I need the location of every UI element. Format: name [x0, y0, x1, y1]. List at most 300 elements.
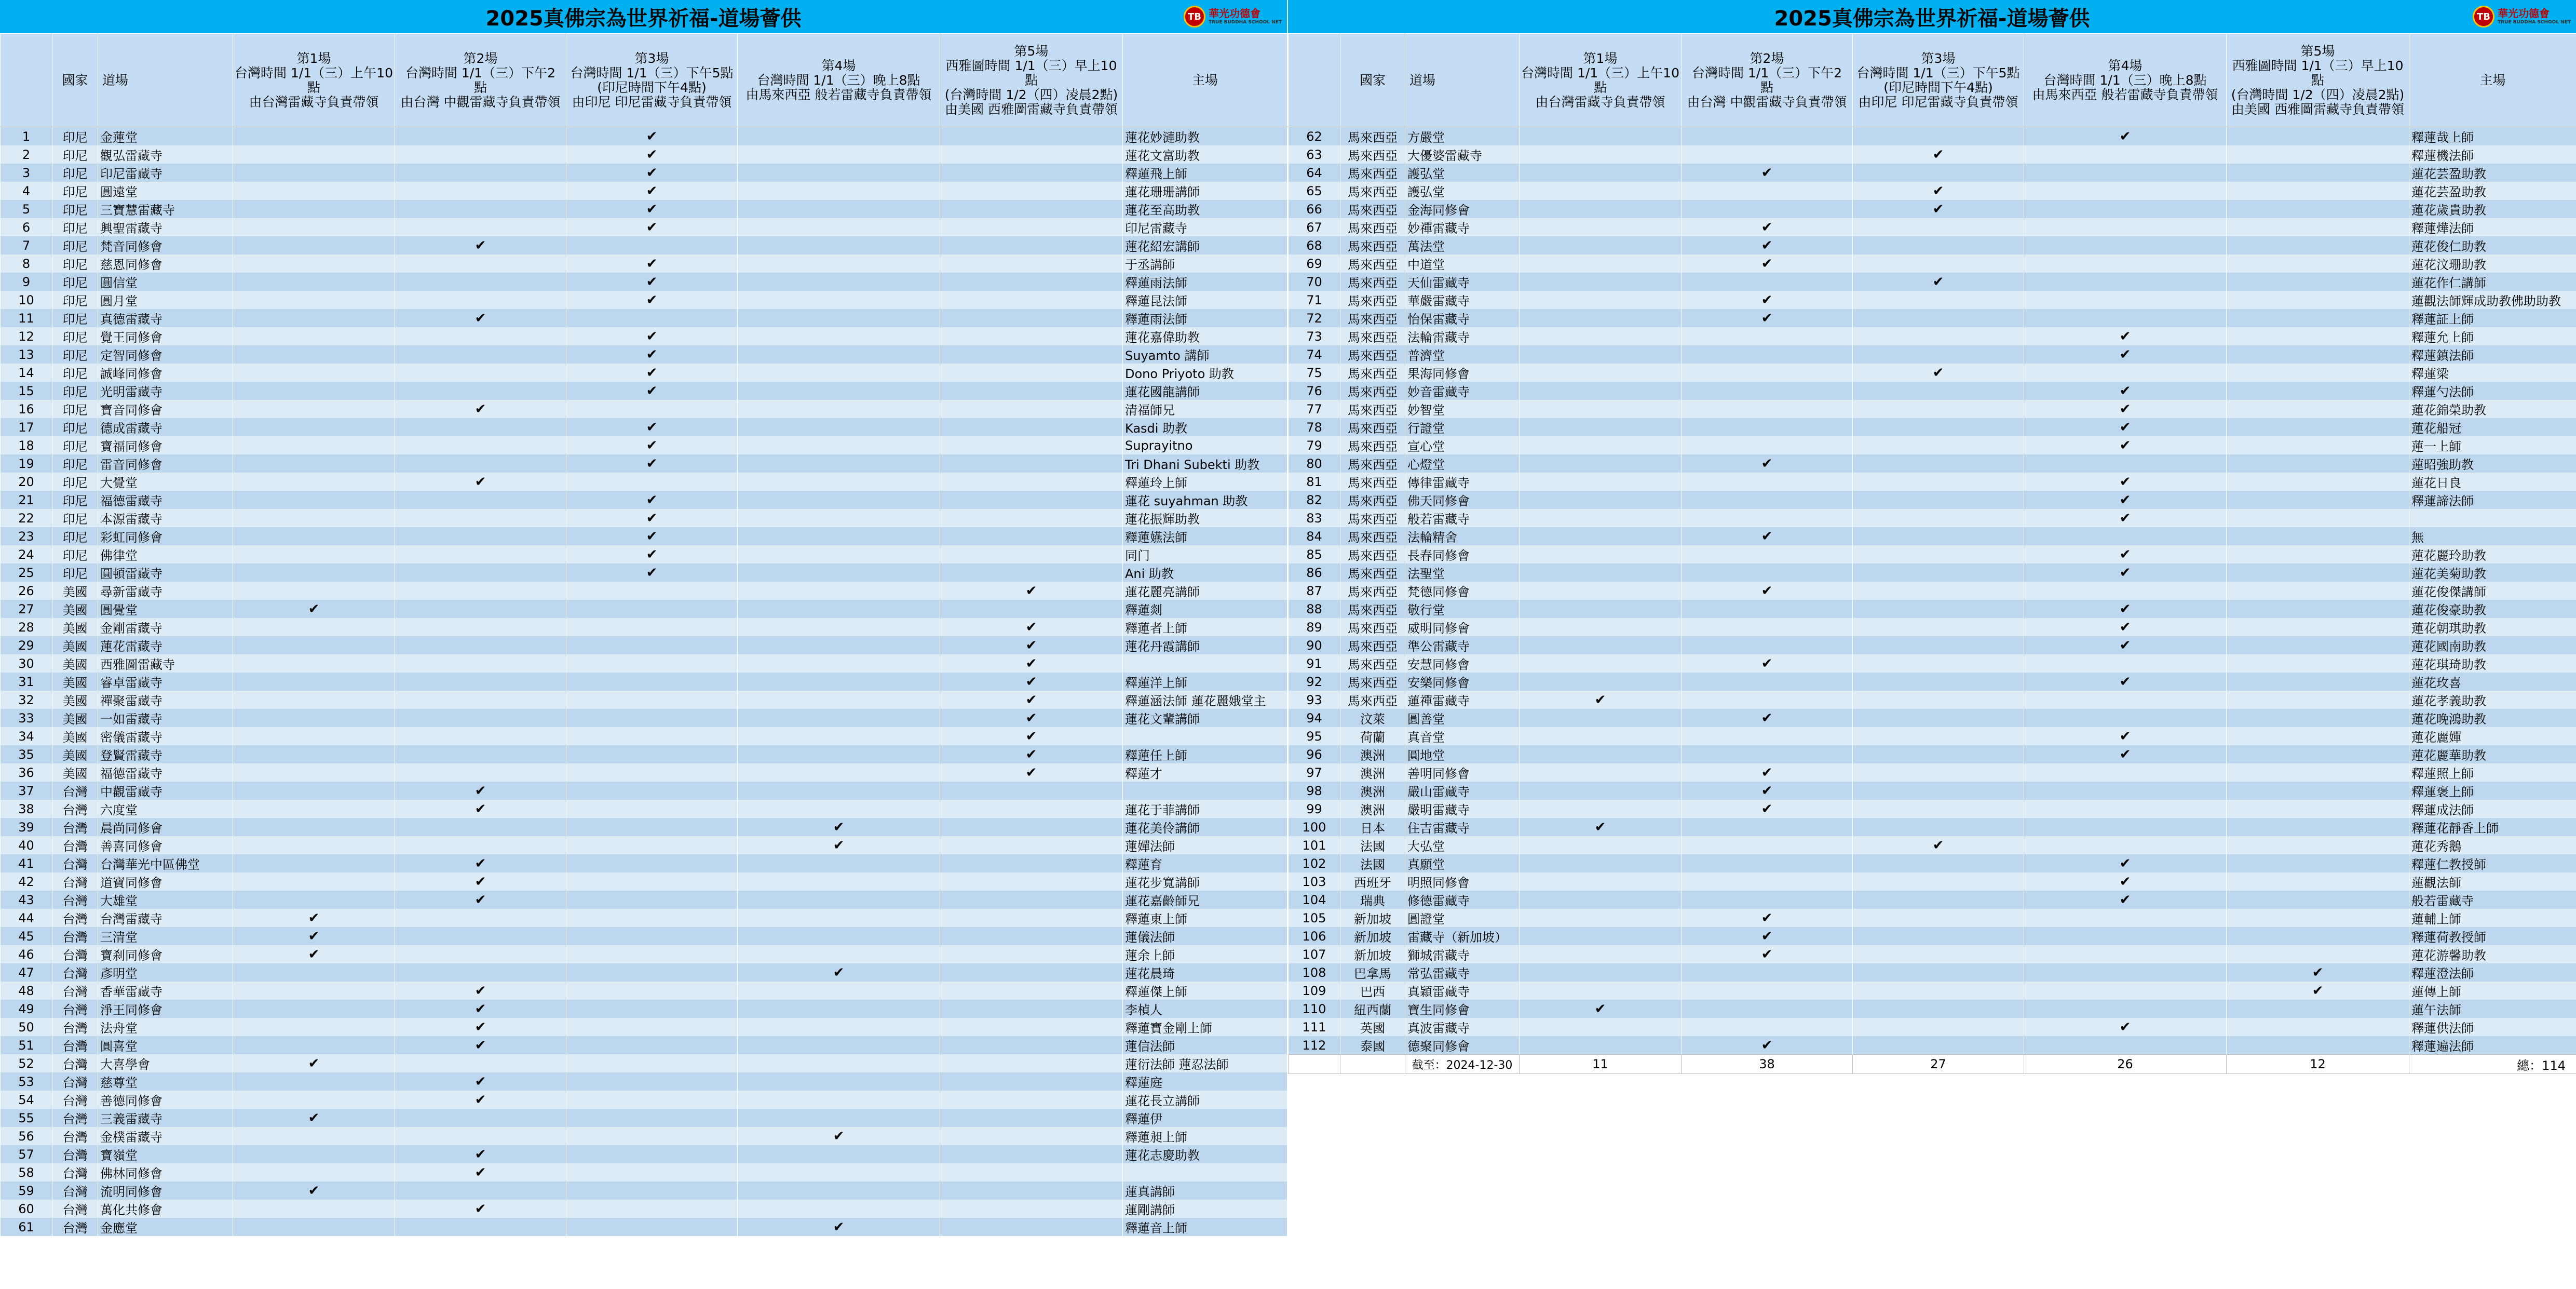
table-row	[1, 836, 1287, 854]
session-cell	[395, 945, 566, 963]
row-country: 美國	[52, 709, 98, 727]
row-number: 77	[1289, 400, 1340, 418]
row-country: 馬來西亞	[1340, 545, 1405, 563]
session-cell	[738, 418, 940, 436]
session-cell	[1853, 527, 2024, 545]
row-host: 釋蓮昶上師	[1123, 1127, 1287, 1145]
row-number: 88	[1289, 600, 1340, 618]
session-cell	[738, 600, 940, 618]
row-number: 85	[1289, 545, 1340, 563]
table-row	[1289, 309, 2576, 327]
check-mark-icon: ✔	[233, 945, 395, 963]
row-host: 蓮花志慶助教	[1123, 1145, 1287, 1163]
check-mark-icon: ✔	[2024, 382, 2227, 400]
row-country: 巴西	[1340, 982, 1405, 1000]
session-cell	[1853, 400, 2024, 418]
row-number: 69	[1289, 254, 1340, 273]
session-cell	[566, 1127, 738, 1145]
session-cell	[233, 818, 395, 836]
session-cell	[1853, 1036, 2024, 1055]
row-temple: 大雄堂	[98, 891, 233, 909]
row-temple: 真穎雷藏寺	[1405, 982, 1520, 1000]
check-mark-icon: ✔	[395, 891, 566, 909]
row-country: 馬來西亞	[1340, 527, 1405, 545]
session-cell	[395, 127, 566, 146]
session-cell	[2024, 709, 2227, 727]
session-cell	[1853, 963, 2024, 982]
session-cell	[566, 854, 738, 872]
table-row	[1, 709, 1287, 727]
table-row	[1, 327, 1287, 345]
row-number: 54	[1, 1091, 52, 1109]
session-cell	[2227, 1000, 2409, 1018]
row-country: 巴拿馬	[1340, 963, 1405, 982]
session-cell	[940, 1145, 1123, 1163]
session-cell	[566, 618, 738, 636]
row-host: 蓮花俊豪助教	[2409, 600, 2576, 618]
row-host: 蓮花晨琦	[1123, 963, 1287, 982]
row-host: 蓮儀法師	[1123, 927, 1287, 945]
row-temple: 慈恩同修會	[98, 254, 233, 273]
row-temple: 妙音雷藏寺	[1405, 382, 1520, 400]
check-mark-icon: ✔	[395, 982, 566, 1000]
row-temple: 大覺堂	[98, 473, 233, 491]
row-host: 蓮嬋法師	[1123, 836, 1287, 854]
row-country: 馬來西亞	[1340, 563, 1405, 582]
session-cell	[940, 1163, 1123, 1181]
row-host: 蓮觀法師	[2409, 872, 2576, 891]
row-country: 印尼	[52, 473, 98, 491]
session-cell	[2227, 382, 2409, 400]
session-cell	[566, 945, 738, 963]
session-cell	[1682, 345, 1853, 364]
session-cell	[940, 291, 1123, 309]
row-country: 泰國	[1340, 1036, 1405, 1055]
row-country: 印尼	[52, 345, 98, 364]
session-cell	[1682, 182, 1853, 200]
check-mark-icon: ✔	[2024, 400, 2227, 418]
row-temple: 善德同修會	[98, 1091, 233, 1109]
session-cell	[1520, 618, 1682, 636]
row-country: 印尼	[52, 164, 98, 182]
table-row	[1, 309, 1287, 327]
session-cell	[940, 509, 1123, 527]
row-host: 蓮花日良	[2409, 473, 2576, 491]
check-mark-icon: ✔	[1853, 836, 2024, 854]
session-cell	[940, 364, 1123, 382]
session-cell	[233, 745, 395, 763]
session-cell	[940, 382, 1123, 400]
check-mark-icon: ✔	[2024, 509, 2227, 527]
table-row	[1289, 400, 2576, 418]
table-row	[1289, 1036, 2576, 1055]
row-temple: 台灣雷藏寺	[98, 909, 233, 927]
session-cell	[738, 763, 940, 782]
session-cell	[1853, 454, 2024, 473]
row-number: 112	[1289, 1036, 1340, 1055]
row-host: 同门	[1123, 545, 1287, 563]
session-cell	[395, 909, 566, 927]
row-country: 印尼	[52, 436, 98, 454]
row-country: 馬來西亞	[1340, 345, 1405, 364]
check-mark-icon: ✔	[738, 963, 940, 982]
table-row	[1289, 127, 2576, 146]
session-cell	[1853, 382, 2024, 400]
row-temple: 安慧同修會	[1405, 654, 1520, 673]
session-cell	[1682, 618, 1853, 636]
session-cell	[1520, 872, 1682, 891]
table-row	[1289, 236, 2576, 254]
row-host: 釋蓮寶金剛上師	[1123, 1018, 1287, 1036]
row-temple: 圓月堂	[98, 291, 233, 309]
session-cell	[1520, 1018, 1682, 1036]
table-row	[1, 509, 1287, 527]
row-temple: 慈尊堂	[98, 1072, 233, 1091]
session-cell	[1682, 691, 1853, 709]
row-host: 釋蓮庭	[1123, 1072, 1287, 1091]
row-number: 63	[1289, 145, 1340, 164]
row-temple: 禪聚雷藏寺	[98, 691, 233, 709]
table-row	[1, 1218, 1287, 1236]
table-row	[1289, 909, 2576, 927]
session-cell	[738, 618, 940, 636]
header-session-5: 第5場 西雅圖時間 1/1（三）早上10 點 (台灣時間 1/2（四）凌晨2點) 由美國 西雅圖雷藏寺負責帶領	[2227, 34, 2409, 127]
table-header	[1289, 34, 2576, 127]
row-country: 台灣	[52, 800, 98, 818]
session-cell	[2227, 618, 2409, 636]
session-cell	[2024, 309, 2227, 327]
row-number: 58	[1, 1163, 52, 1181]
row-host: 蓮花美伶講師	[1123, 818, 1287, 836]
table-row	[1289, 854, 2576, 872]
check-mark-icon: ✔	[233, 1109, 395, 1127]
session-cell	[566, 927, 738, 945]
session-cell	[738, 782, 940, 800]
table-row	[1289, 745, 2576, 763]
check-mark-icon: ✔	[566, 291, 738, 309]
row-number: 17	[1, 418, 52, 436]
row-host	[1123, 1163, 1287, 1181]
totals-session-2: 38	[1682, 1055, 1853, 1074]
session-cell	[940, 1181, 1123, 1200]
session-cell	[738, 582, 940, 600]
session-cell	[1682, 273, 1853, 291]
row-temple: 方嚴堂	[1405, 127, 1520, 146]
row-number: 65	[1289, 182, 1340, 200]
row-country: 台灣	[52, 1163, 98, 1181]
row-number: 5	[1, 200, 52, 218]
row-temple: 雷音同修會	[98, 454, 233, 473]
session-cell	[738, 491, 940, 509]
row-country: 台灣	[52, 836, 98, 854]
check-mark-icon: ✔	[1853, 364, 2024, 382]
session-cell	[2024, 236, 2227, 254]
row-host: 蓮花汶珊助教	[2409, 254, 2576, 273]
row-number: 16	[1, 400, 52, 418]
row-number: 50	[1, 1018, 52, 1036]
row-number: 20	[1, 473, 52, 491]
check-mark-icon: ✔	[2227, 982, 2409, 1000]
row-temple: 誠峰同修會	[98, 364, 233, 382]
table-row	[1289, 345, 2576, 364]
session-cell	[738, 218, 940, 236]
session-cell	[2024, 836, 2227, 854]
row-host: 釋蓮諦法師	[2409, 491, 2576, 509]
row-temple: 中道堂	[1405, 254, 1520, 273]
check-mark-icon: ✔	[233, 600, 395, 618]
check-mark-icon: ✔	[233, 1054, 395, 1072]
row-host	[1123, 782, 1287, 800]
session-cell	[1682, 854, 1853, 872]
session-cell	[2024, 582, 2227, 600]
session-cell	[1520, 345, 1682, 364]
row-temple: 定智同修會	[98, 345, 233, 364]
table-row	[1289, 618, 2576, 636]
row-host: 蓮花長立講師	[1123, 1091, 1287, 1109]
row-host: 蓮花于菲講師	[1123, 800, 1287, 818]
session-cell	[940, 963, 1123, 982]
row-temple: 獅城雷藏寺	[1405, 945, 1520, 963]
row-number: 79	[1289, 436, 1340, 454]
row-host: 蓮花珊珊講師	[1123, 182, 1287, 200]
check-mark-icon: ✔	[738, 1127, 940, 1145]
row-host: 釋蓮嬿法師	[1123, 527, 1287, 545]
row-number: 11	[1, 309, 52, 327]
row-country: 馬來西亞	[1340, 654, 1405, 673]
row-host: 釋蓮伊	[1123, 1109, 1287, 1127]
session-cell	[738, 273, 940, 291]
row-host: 蓮花國龍講師	[1123, 382, 1287, 400]
table-row	[1289, 545, 2576, 563]
session-cell	[1520, 891, 1682, 909]
session-cell	[1520, 200, 1682, 218]
table-row	[1289, 273, 2576, 291]
table-row	[1, 1091, 1287, 1109]
session-cell	[2024, 364, 2227, 382]
session-cell	[1853, 872, 2024, 891]
table-row	[1, 563, 1287, 582]
row-number: 9	[1, 273, 52, 291]
row-country: 荷蘭	[1340, 727, 1405, 745]
row-number: 7	[1, 236, 52, 254]
row-number: 31	[1, 673, 52, 691]
session-cell	[940, 200, 1123, 218]
row-host: 蓮花 suyahman 助教	[1123, 491, 1287, 509]
session-cell	[1682, 327, 1853, 345]
row-country: 馬來西亞	[1340, 364, 1405, 382]
session-cell	[566, 691, 738, 709]
session-cell	[2227, 1018, 2409, 1036]
row-country: 印尼	[52, 200, 98, 218]
session-cell	[566, 1054, 738, 1072]
row-host: 蓮花至高助教	[1123, 200, 1287, 218]
session-cell	[395, 545, 566, 563]
session-cell	[566, 836, 738, 854]
session-cell	[1682, 382, 1853, 400]
table-row	[1, 1181, 1287, 1200]
check-mark-icon: ✔	[2024, 673, 2227, 691]
session-cell	[1853, 927, 2024, 945]
check-mark-icon: ✔	[1682, 236, 1853, 254]
session-cell	[738, 254, 940, 273]
session-cell	[1682, 600, 1853, 618]
session-cell	[738, 1163, 940, 1181]
check-mark-icon: ✔	[1682, 454, 1853, 473]
session-cell	[2024, 782, 2227, 800]
row-temple: 行證堂	[1405, 418, 1520, 436]
session-cell	[2227, 800, 2409, 818]
row-country: 馬來西亞	[1340, 400, 1405, 418]
row-number: 78	[1289, 418, 1340, 436]
session-cell	[1520, 709, 1682, 727]
session-cell	[2227, 636, 2409, 654]
row-country: 美國	[52, 745, 98, 763]
session-cell	[1520, 454, 1682, 473]
session-cell	[233, 218, 395, 236]
session-cell	[395, 145, 566, 164]
row-number: 28	[1, 618, 52, 636]
row-host: 蓮昭強助教	[2409, 454, 2576, 473]
row-host: 釋蓮音上師	[1123, 1218, 1287, 1236]
row-number: 66	[1289, 200, 1340, 218]
session-cell	[1520, 600, 1682, 618]
row-country: 印尼	[52, 545, 98, 563]
session-cell	[395, 818, 566, 836]
logo	[1184, 3, 1282, 30]
session-cell	[940, 1127, 1123, 1145]
row-country: 澳洲	[1340, 782, 1405, 800]
session-cell	[940, 236, 1123, 254]
session-cell	[1853, 1018, 2024, 1036]
check-mark-icon: ✔	[2024, 600, 2227, 618]
session-cell	[1520, 400, 1682, 418]
row-number: 30	[1, 654, 52, 673]
session-cell	[2024, 527, 2227, 545]
row-number: 109	[1289, 982, 1340, 1000]
session-cell	[2227, 891, 2409, 909]
session-cell	[1853, 654, 2024, 673]
title-bar	[1288, 0, 2576, 33]
row-country: 印尼	[52, 382, 98, 400]
session-cell	[395, 273, 566, 291]
session-cell	[233, 1163, 395, 1181]
row-temple: 住吉雷藏寺	[1405, 818, 1520, 836]
session-cell	[738, 1000, 940, 1018]
row-country: 澳洲	[1340, 745, 1405, 763]
row-country: 台灣	[52, 1036, 98, 1054]
row-temple: 華嚴雷藏寺	[1405, 291, 1520, 309]
session-cell	[738, 800, 940, 818]
table-row	[1289, 945, 2576, 963]
session-cell	[2227, 600, 2409, 618]
session-cell	[2024, 218, 2227, 236]
row-number: 27	[1, 600, 52, 618]
row-number: 29	[1, 636, 52, 654]
row-country: 馬來西亞	[1340, 582, 1405, 600]
session-cell	[395, 364, 566, 382]
row-country: 台灣	[52, 1018, 98, 1036]
row-country: 台灣	[52, 1127, 98, 1145]
session-cell	[2227, 727, 2409, 745]
row-temple: 真波雷藏寺	[1405, 1018, 1520, 1036]
row-temple: 法舟堂	[98, 1018, 233, 1036]
row-host: 蓮花作仁講師	[2409, 273, 2576, 291]
check-mark-icon: ✔	[1682, 782, 1853, 800]
session-cell	[395, 563, 566, 582]
session-cell	[738, 1036, 940, 1054]
session-cell	[738, 345, 940, 364]
session-cell	[395, 254, 566, 273]
row-country: 馬來西亞	[1340, 127, 1405, 146]
table-row	[1, 854, 1287, 872]
row-host: Tri Dhani Subekti 助教	[1123, 454, 1287, 473]
session-cell	[566, 582, 738, 600]
row-temple: 善喜同修會	[98, 836, 233, 854]
row-host: Dono Priyoto 助教	[1123, 364, 1287, 382]
session-cell	[233, 382, 395, 400]
row-temple: 妙禪雷藏寺	[1405, 218, 1520, 236]
session-cell	[233, 982, 395, 1000]
session-cell	[395, 1127, 566, 1145]
session-cell	[395, 164, 566, 182]
session-cell	[1520, 145, 1682, 164]
session-cell	[1520, 1036, 1682, 1055]
session-cell	[2227, 909, 2409, 927]
table-row	[1289, 182, 2576, 200]
check-mark-icon: ✔	[2024, 345, 2227, 364]
row-host: 釋蓮允上師	[2409, 327, 2576, 345]
table-row	[1, 582, 1287, 600]
row-number: 40	[1, 836, 52, 854]
table-row	[1289, 691, 2576, 709]
check-mark-icon: ✔	[940, 691, 1123, 709]
session-cell	[233, 164, 395, 182]
table-row	[1, 218, 1287, 236]
row-host: 蓮花步寬講師	[1123, 872, 1287, 891]
session-cell	[1853, 436, 2024, 454]
row-host: 蓮傳上師	[2409, 982, 2576, 1000]
check-mark-icon: ✔	[2227, 963, 2409, 982]
session-cell	[738, 727, 940, 745]
row-number: 12	[1, 327, 52, 345]
session-cell	[1520, 291, 1682, 309]
row-temple: 六度堂	[98, 800, 233, 818]
check-mark-icon: ✔	[395, 236, 566, 254]
check-mark-icon: ✔	[395, 854, 566, 872]
row-country: 新加坡	[1340, 945, 1405, 963]
check-mark-icon: ✔	[1520, 691, 1682, 709]
row-temple: 圓地堂	[1405, 745, 1520, 763]
row-number: 86	[1289, 563, 1340, 582]
row-number: 106	[1289, 927, 1340, 945]
row-host	[1123, 654, 1287, 673]
session-cell	[566, 909, 738, 927]
session-cell	[2024, 654, 2227, 673]
session-cell	[738, 945, 940, 963]
row-number: 107	[1289, 945, 1340, 963]
row-number: 34	[1, 727, 52, 745]
row-temple: 萬法堂	[1405, 236, 1520, 254]
row-number: 43	[1, 891, 52, 909]
table-row	[1289, 491, 2576, 509]
session-cell	[2227, 691, 2409, 709]
row-host	[1123, 727, 1287, 745]
row-temple: 圓善堂	[1405, 709, 1520, 727]
session-cell	[395, 763, 566, 782]
session-cell	[940, 527, 1123, 545]
session-cell	[1682, 200, 1853, 218]
session-cell	[738, 509, 940, 527]
